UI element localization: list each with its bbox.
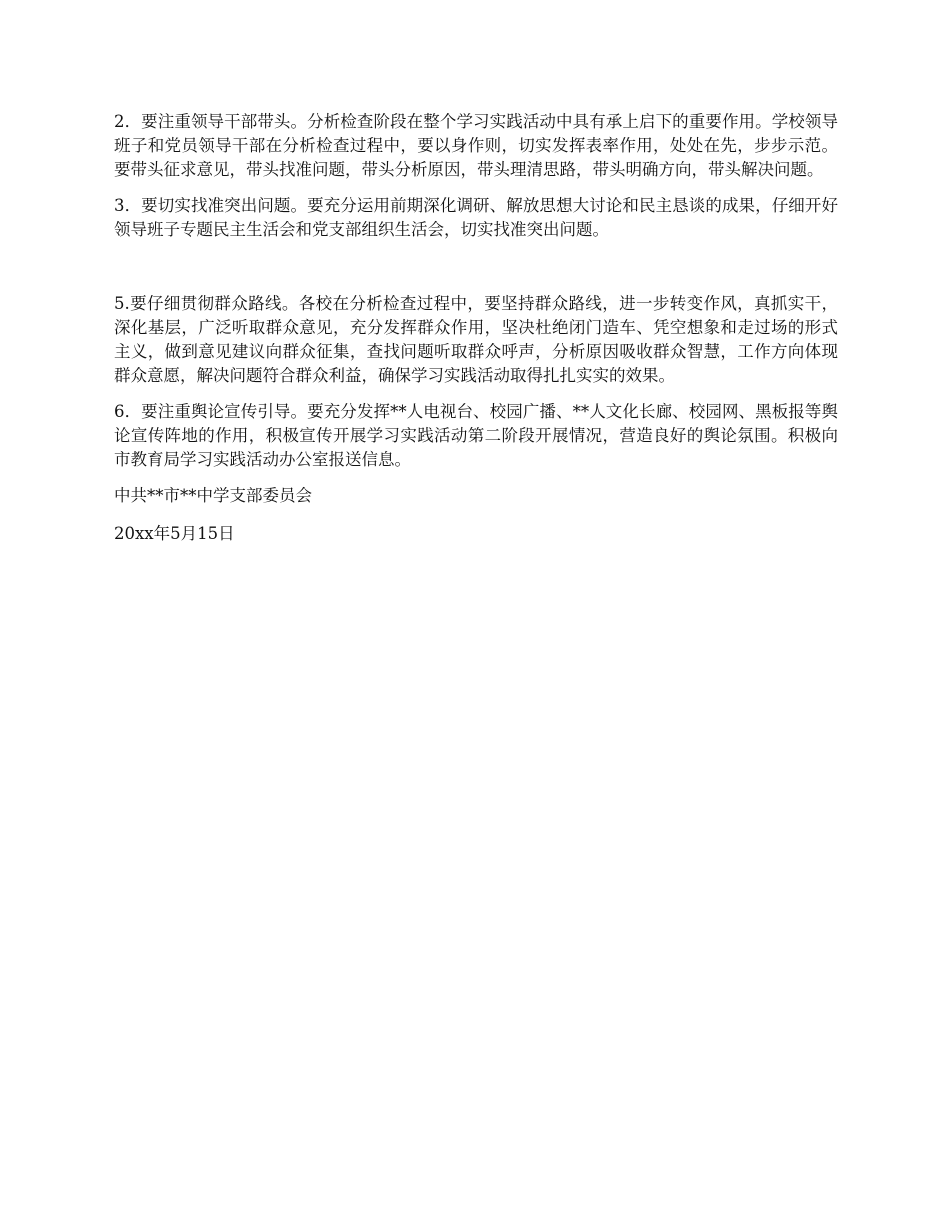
- paragraph-item-2: 2．要注重领导干部带头。分析检查阶段在整个学习实践活动中具有承上启下的重要作用。学校领导班子和党员领导干部在分析检查过程中，要以身作则，切实发挥表率作用，处处在先，步步示范。要带头征求意见，带头找准问题，带头分析原因，带头理清思路，带头明确方向，带头解决问题。: [114, 112, 838, 179]
- paragraph-item-6: 6．要注重舆论宣传引导。要充分发挥**人电视台、校园广播、**人文化长廊、校园网、黑板报等舆论宣传阵地的作用，积极宣传开展学习实践活动第二阶段开展情况，营造良好的舆论氛围。积极向市教育局学习实践活动办公室报送信息。: [114, 402, 838, 469]
- signature-line: 中共**市**中学支部委员会: [114, 486, 312, 505]
- date-line: 20xx年5月15日: [114, 524, 235, 543]
- blank-gap: [114, 254, 838, 292]
- paragraph-item-3: 3．要切实找准突出问题。要充分运用前期深化调研、解放思想大讨论和民主恳谈的成果，仔细开好领导班子专题民主生活会和党支部组织生活会，切实找准突出问题。: [114, 196, 838, 239]
- paragraph-item-5: 5.要仔细贯彻群众路线。各校在分析检查过程中，要坚持群众路线，进一步转变作风，真抓实干，深化基层，广泛听取群众意见，充分发挥群众作用，坚决杜绝闭门造车、凭空想象和走过场的形式主义，做到意见建议向群众征集，查找问题听取群众呼声，分析原因吸收群众智慧，工作方向体现群众意愿，解决问题符合群众利益，确保学习实践活动取得扎扎实实的效果。: [114, 294, 838, 385]
